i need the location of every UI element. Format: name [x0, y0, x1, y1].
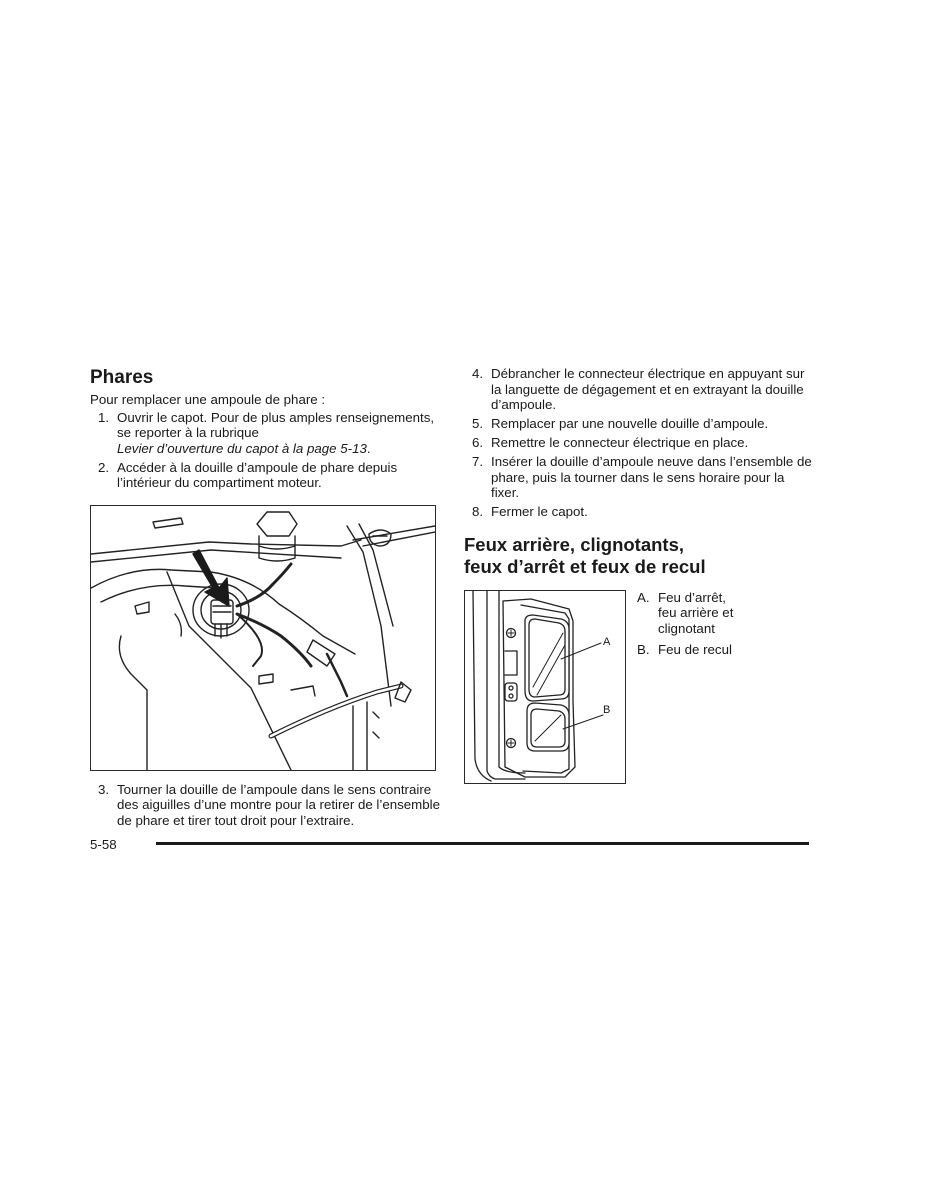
figure-legend [637, 590, 812, 664]
headlamp-bulb-illustration [90, 505, 436, 771]
step-item [464, 504, 814, 520]
step-item [464, 435, 814, 451]
step-number: 5. [472, 416, 484, 431]
step-text: Accéder à la douille d’ampoule de phare depuis l’intérieur du compartiment moteur. [117, 459, 398, 490]
legend-key: A. [637, 589, 650, 605]
heading-line-1: Feux arrière, clignotants, [464, 533, 685, 555]
step-text: Remettre le connecteur électrique en place. [491, 435, 749, 450]
legend-item [637, 590, 812, 637]
section-heading-phares: Phares [90, 367, 154, 388]
step-text: Ouvrir le capot. Pour de plus amples renseignements, se reporter à la rubrique [117, 409, 435, 440]
intro-text: Pour remplacer une ampoule de phare : [90, 392, 326, 407]
step-text: Fermer le capot. [491, 504, 588, 519]
step-number: 4. [472, 366, 484, 381]
step-number: 1. [98, 409, 110, 425]
cross-reference-link[interactable]: Levier d’ouverture du capot à la page 5-13 [117, 440, 367, 456]
step-text: Remplacer par une nouvelle douille d’ampoule. [491, 416, 769, 431]
step-text: Tourner la douille de l’ampoule dans le sens contraire des aiguilles d’une montre pour la retirer de l’ensemble de phare et tirer tout droit pour l’extraire. [117, 781, 440, 828]
steps-list-c [464, 366, 814, 520]
step-item [90, 460, 440, 491]
steps-list-a [90, 410, 440, 491]
step-item [464, 366, 814, 413]
step-item [464, 416, 814, 432]
tail-lamp-figure-block [464, 590, 814, 784]
step-number: 8. [472, 504, 484, 519]
legend-item [637, 642, 812, 658]
step-item [464, 454, 814, 501]
step-item [90, 782, 440, 829]
legend-text: Feu de recul [658, 642, 732, 657]
step-number: 2. [98, 459, 110, 475]
right-column [464, 366, 814, 784]
step-item [90, 410, 440, 457]
step-number: 3. [98, 781, 110, 797]
page-number: 5-58 [90, 837, 117, 852]
left-column [90, 366, 440, 832]
step-text-end: . [366, 440, 371, 456]
callout-a: A [603, 635, 611, 648]
step-text: Insérer la douille d’ampoule neuve dans l’ensemble de phare, puis la tourner dans le sens horaire pour la fixer. [491, 454, 812, 500]
callout-b: B [603, 703, 611, 716]
tail-lamp-illustration [464, 590, 626, 784]
step-number: 6. [472, 435, 484, 450]
legend-text: Feu d’arrêt, feu arrière et clignotant [658, 589, 734, 636]
heading-line-2: feux d’arrêt et feux de recul [464, 555, 706, 577]
steps-list-b [90, 782, 440, 829]
footer-rule [156, 842, 809, 845]
legend-key: B. [637, 642, 650, 657]
section-heading-feux-arriere [464, 534, 814, 578]
step-number: 7. [472, 454, 484, 469]
step-text: Débrancher le connecteur électrique en appuyant sur la languette de dégagement et en extrayant la douille d’ampoule. [491, 366, 805, 412]
